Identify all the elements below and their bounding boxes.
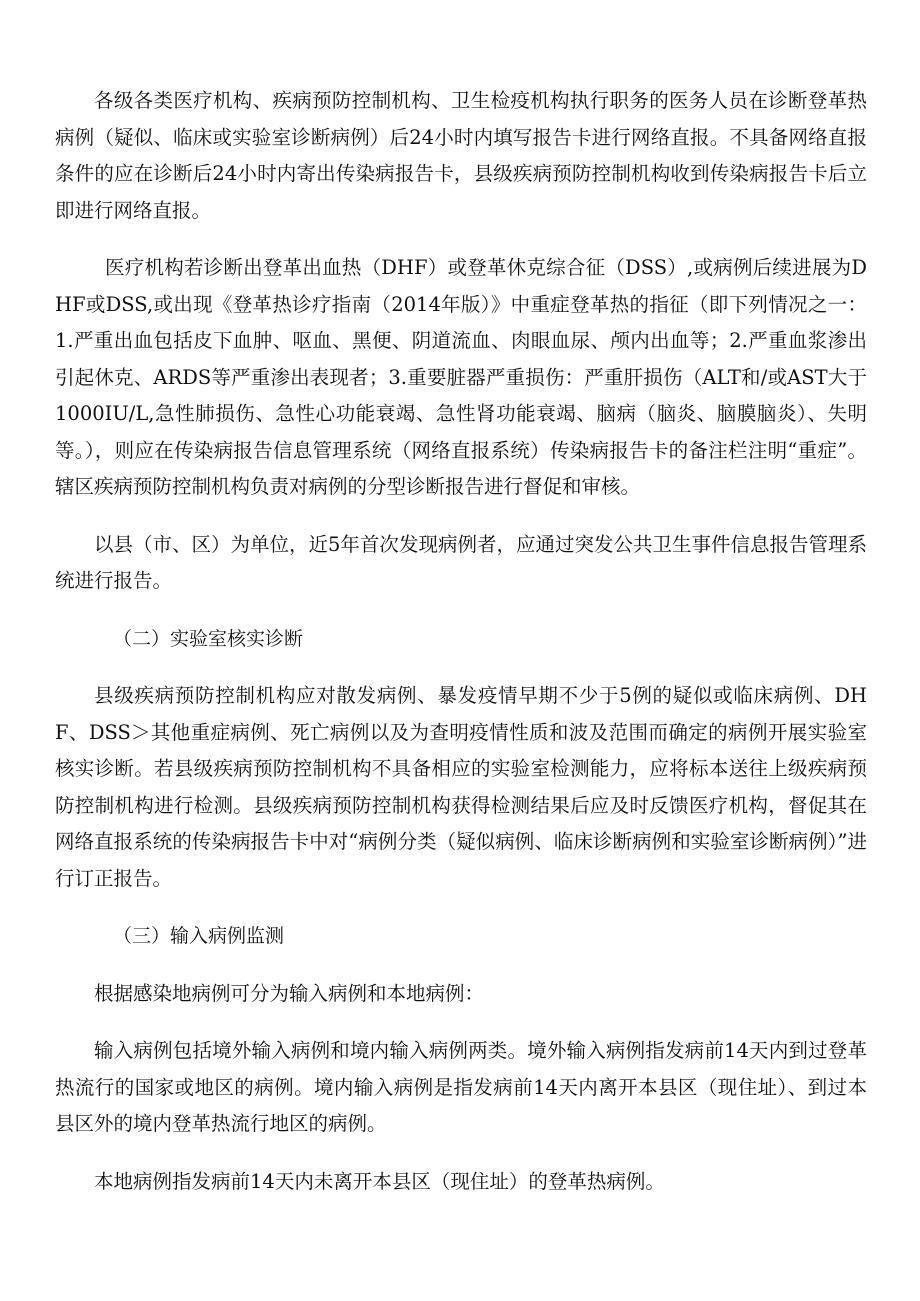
section-heading-lab-confirmation: （二）实验室核实诊断 [113,627,304,650]
paragraph-first-case-reporting: 以县（市、区）为单位，近5年首次发现病例者，应通过突发公共卫生事件信息报告管理系统进行报告。 [55,532,867,592]
paragraph-case-classification: 根据感染地病例可分为输入病例和本地病例： [94,981,485,1005]
paragraph-reporting-requirements: 各级各类医疗机构、疾病预防控制机构、卫生检疫机构执行职务的医务人员在诊断登革热病例（疑似、临床或实验室诊断病例）后24小时内填写报告卡进行网络直报。不具备网络直报条件的应在诊断后24小时内寄出传染病报告卡，县级疾病预防控制机构收到传染病报告卡后立即进行网络直报。 [55,89,867,222]
paragraph-local-case-definition: 本地病例指发病前14天内未离开本县区（现住址）的登革热病例。 [94,1169,665,1193]
document-body [55,83,867,1221]
paragraph-lab-confirmation: 县级疾病预防控制机构应对散发病例、暴发疫情早期不少于5例的疑似或临床病例、DHF、DSS＞其他重症病例、死亡病例以及为查明疫情性质和波及范围而确定的病例开展实验室核实诊断。若县级疾病预防控制机构不具备相应的实验室检测能力，应将标本送往上级疾病预防控制机构进行检测。县级疾病预防控制机构获得检测结果后应及时反馈医疗机构，督促其在网络直报系统的传染病报告卡中对“病例分类（疑似病例、临床诊断病例和实验室诊断病例）”进行订正报告。 [55,684,867,890]
paragraph-severe-case-reporting: 医疗机构若诊断出登革出血热（DHF）或登革休克综合征（DSS）,或病例后续进展为DHF或DSS,或出现《登革热诊疗指南（2014年版）》中重症登革热的指征（即下列情况之一：1.严重出血包括皮下血肿、呕血、黑便、阴道流血、肉眼血尿、颅内出血等；2.严重血浆渗出引起休克、ARDS等严重渗出表现者；3.重要脏器严重损伤：严重肝损伤（ALT和/或AST大于1000IU/L,急性肺损伤、急性心功能衰竭、急性肾功能衰竭、脑病（脑炎、脑膜脑炎）、失明等。），则应在传染病报告信息管理系统（网络直报系统）传染病报告卡的备注栏注明“重症”。辖区疾病预防控制机构负责对病例的分型诊断报告进行督促和审核。 [55,256,867,498]
paragraph-imported-case-definition: 输入病例包括境外输入病例和境内输入病例两类。境外输入病例指发病前14天内到过登革热流行的国家或地区的病例。境内输入病例是指发病前14天内离开本县区（现住址）、到过本县区外的境内登革热流行地区的病例。 [55,1039,867,1135]
section-heading-imported-cases: （三）输入病例监测 [113,925,285,947]
